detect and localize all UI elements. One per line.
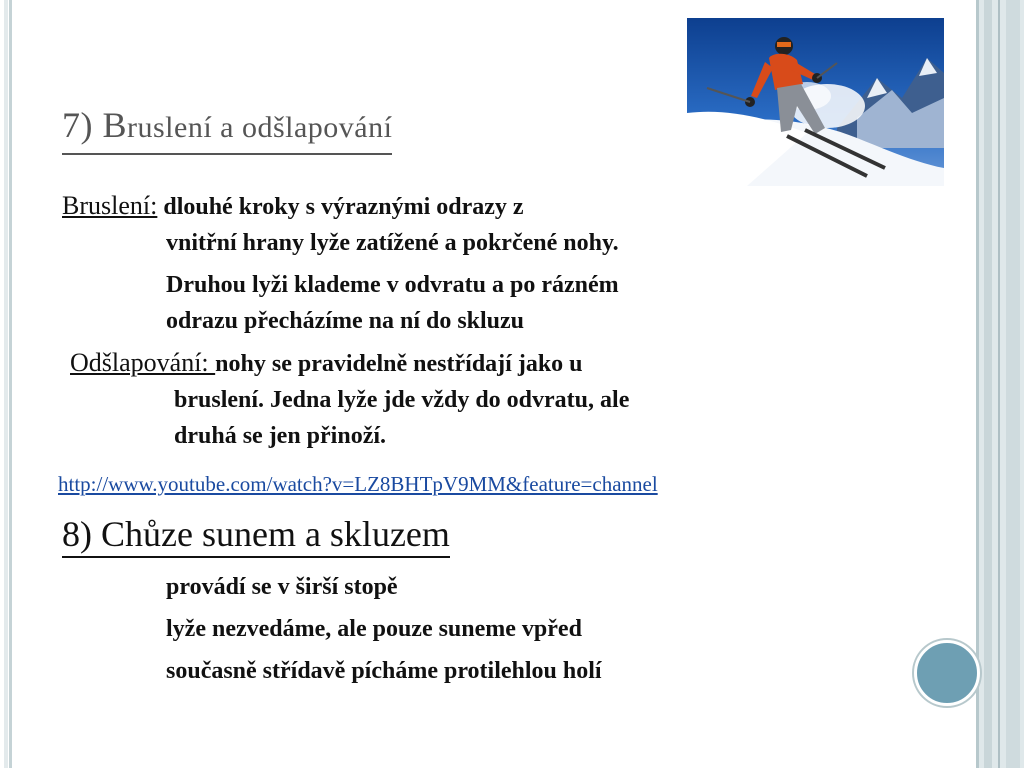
- left-border-frame: [0, 0, 12, 768]
- bruslení-term: Bruslení:: [62, 191, 158, 220]
- right-border-frame: [976, 0, 1024, 768]
- right-border-stripe: [998, 0, 1000, 768]
- bruslení-paragraph: [62, 188, 892, 261]
- section-heading: 8) Chůze sunem a skluzem: [62, 512, 450, 558]
- section-list: [166, 566, 602, 692]
- slide-title: [62, 100, 392, 155]
- title-number: 7) B: [62, 105, 127, 145]
- odslapovani-term: Odšlapování:: [70, 348, 216, 377]
- left-border-stripe: [4, 0, 8, 768]
- bruslení-line2: vnitřní hrany lyže zatížené a pokrčené nohy.: [166, 230, 619, 256]
- list-item: lyže nezvedáme, ale pouze suneme vpřed: [166, 616, 582, 642]
- bruslení-line3: Druhou lyži klademe v odvratu a po rázném: [166, 272, 619, 298]
- youtube-link[interactable]: http://www.youtube.com/watch?v=LZ8BHTpV9MM&feature=channel: [58, 472, 658, 496]
- decorative-circle: [914, 640, 980, 706]
- bruslení-line4: odrazu přecházíme na ní do skluzu: [166, 308, 525, 334]
- body-text: [62, 188, 892, 454]
- skier-photo: [687, 18, 944, 186]
- right-border-stripe: [1006, 0, 1020, 768]
- odslapovani-line2: bruslení. Jedna lyže jde vždy do odvratu, ale: [174, 387, 630, 413]
- bruslení-paragraph-2: [62, 267, 892, 339]
- odslapovani-line3: druhá se jen přinoží.: [174, 423, 387, 449]
- right-border-stripe: [976, 0, 979, 768]
- list-item: provádí se v širší stopě: [166, 574, 398, 600]
- odslapovani-paragraph: [62, 345, 892, 454]
- right-border-stripe: [984, 0, 992, 768]
- bruslení-line1: dlouhé kroky s výraznými odrazy z: [157, 194, 524, 220]
- title-text: ruslení a odšlapování: [127, 111, 393, 144]
- odslapovani-line1: nohy se pravidelně nestřídají jako u: [215, 351, 583, 377]
- list-item: současně střídavě pícháme protilehlou holí: [166, 658, 602, 684]
